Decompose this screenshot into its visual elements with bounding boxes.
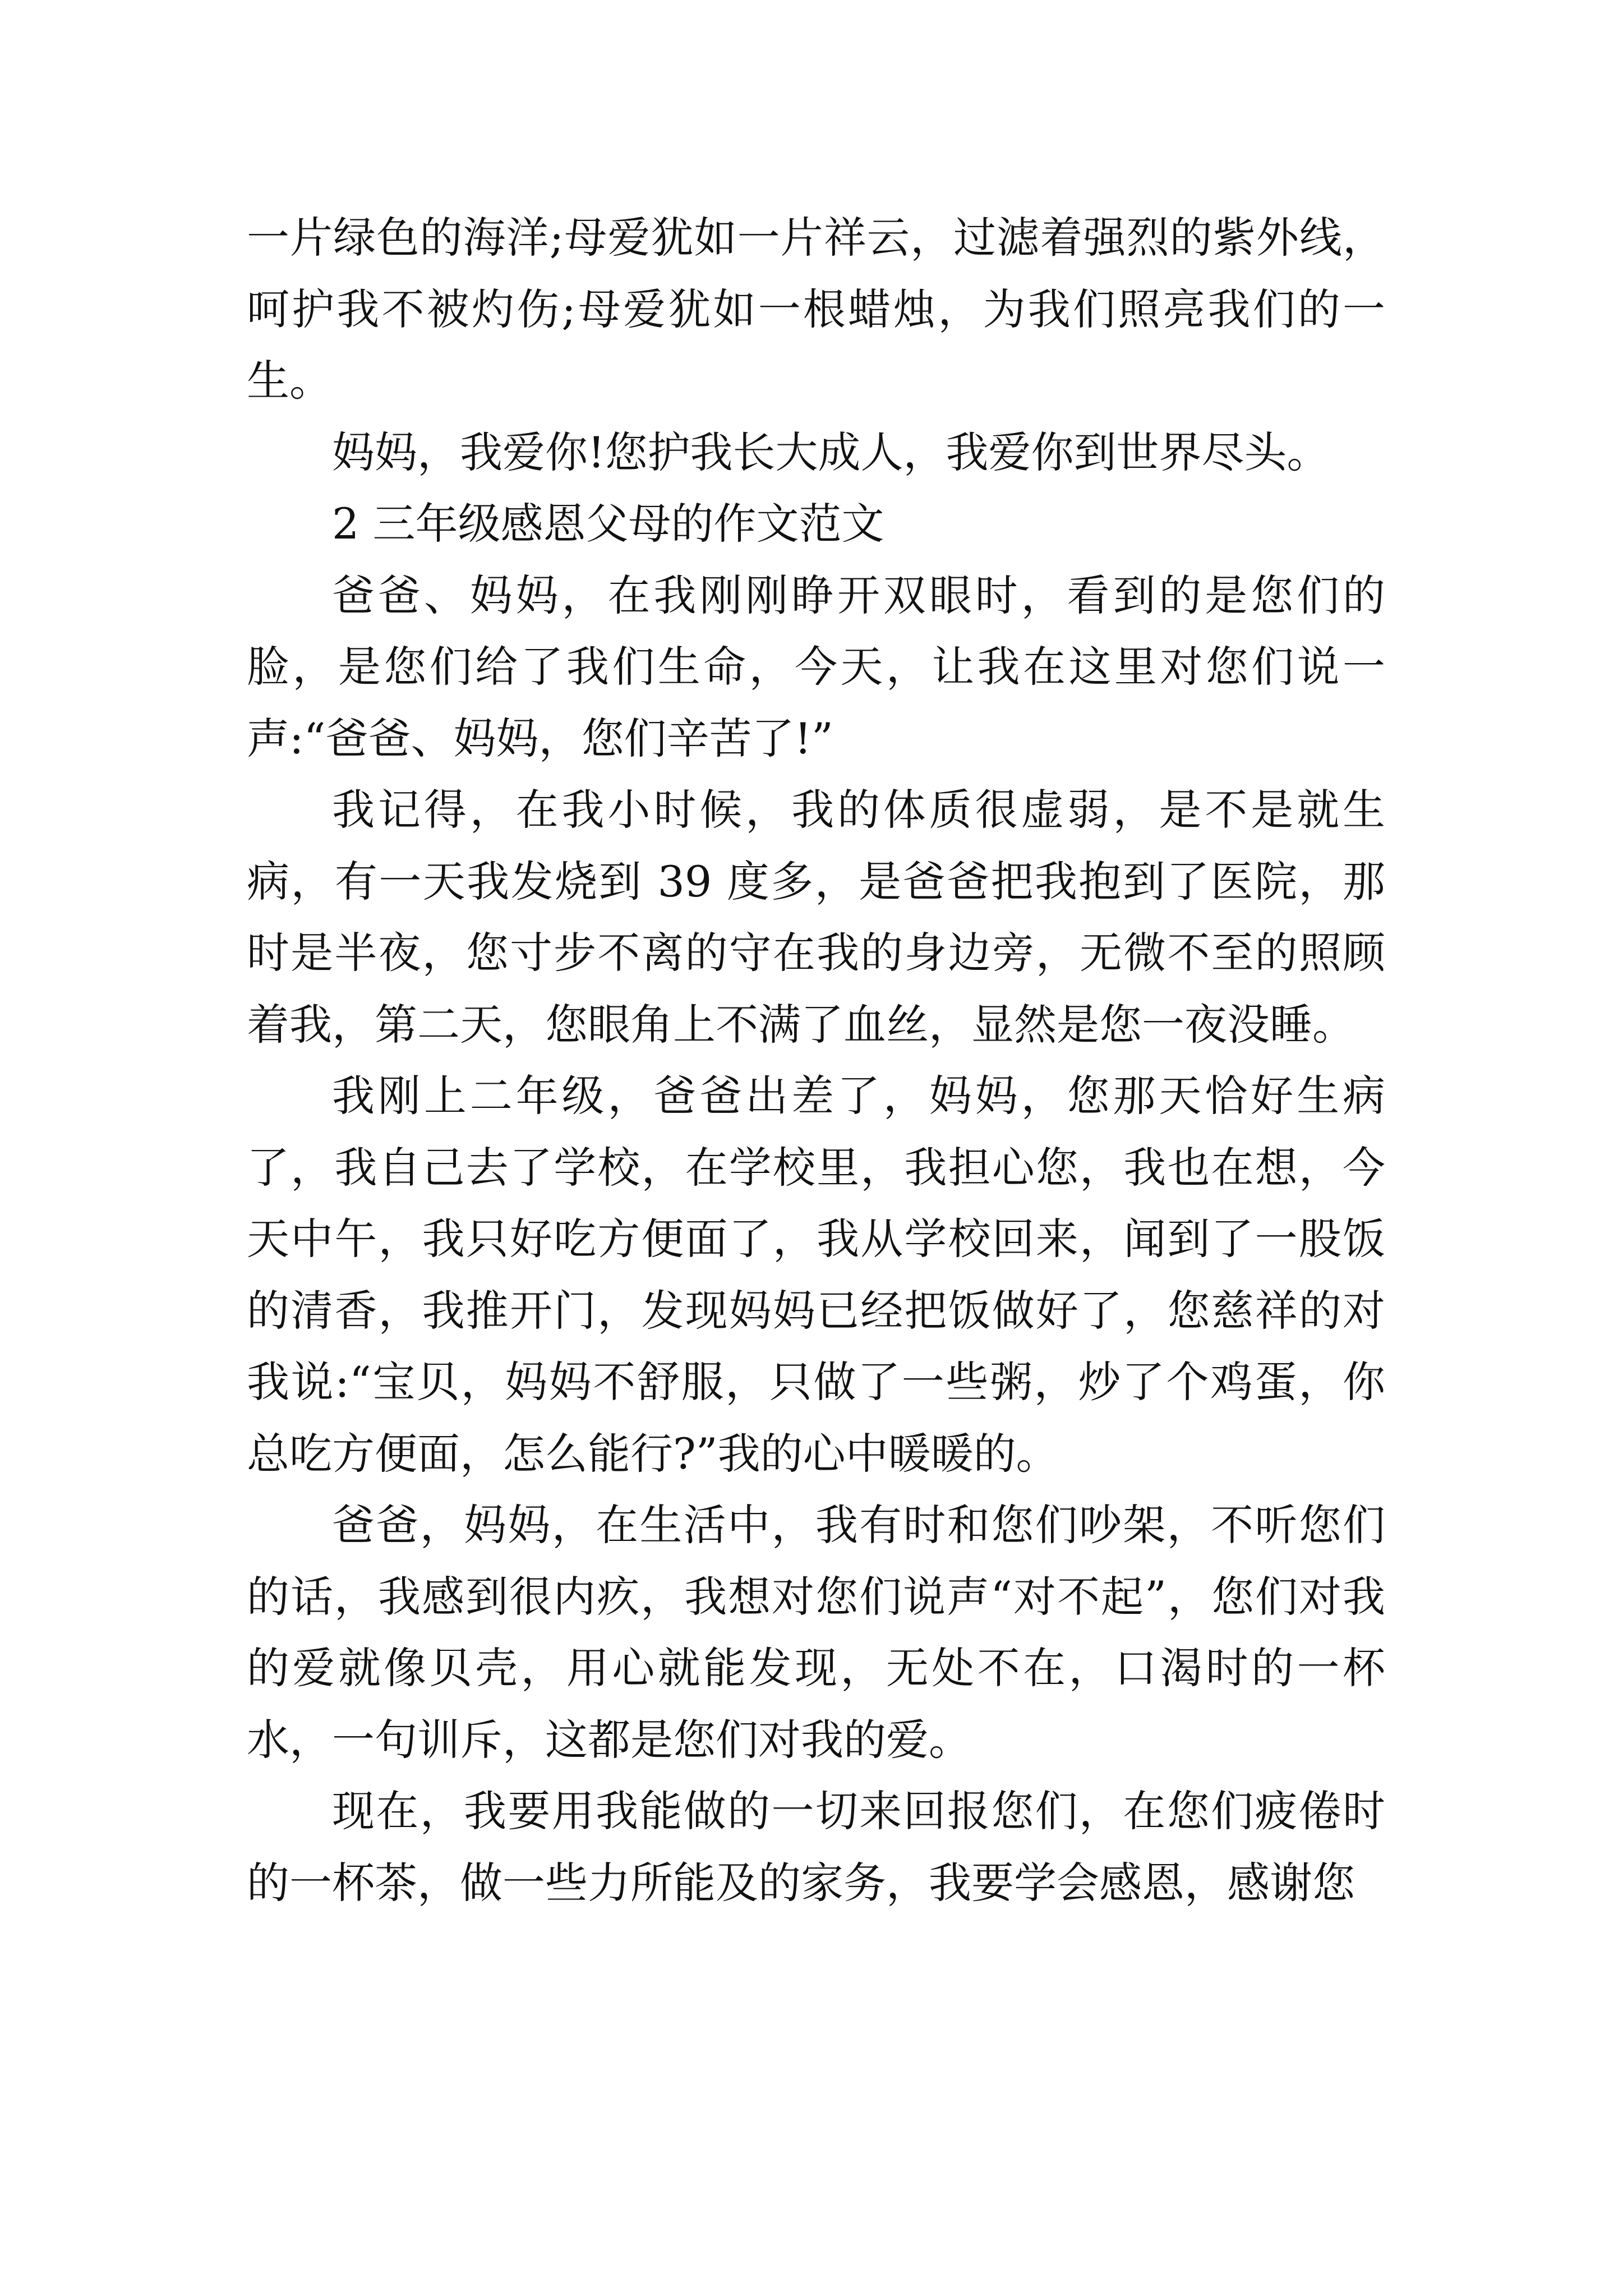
paragraph: 我记得，在我小时候，我的体质很虚弱，是不是就生病，有一天我发烧到 39 度多，是爸爸把我抱到了医院，那时是半夜，您寸步不离的守在我的身边旁，无微不至的照顾着我，第二天，您眼角上不满了血丝，显然是您一夜没睡。	[247, 785, 1385, 1050]
document-page	[247, 202, 1385, 1918]
paragraph: 爸爸，妈妈，在生活中，我有时和您们吵架，不听您们的话，我感到很内疚，我想对您们说声“对不起”，您们对我的爱就像贝壳，用心就能发现，无处不在，口渴时的一杯水，一句训斥，这都是您们对我的爱。	[247, 1500, 1385, 1765]
paragraph: 我刚上二年级，爸爸出差了，妈妈，您那天恰好生病了，我自己去了学校，在学校里，我担心您，我也在想，今天中午，我只好吃方便面了，我从学校回来，闻到了一股饭的清香，我推开门，发现妈妈已经把饭做好了，您慈祥的对我说:“宝贝，妈妈不舒服，只做了一些粥，炒了个鸡蛋，你总吃方便面，怎么能行?”我的心中暖暖的。	[247, 1071, 1385, 1479]
section-heading: 2 三年级感恩父母的作文范文	[332, 499, 884, 549]
paragraph-continued: 一片绿色的海洋;母爱犹如一片祥云，过滤着强烈的紫外线，呵护我不被灼伤;母爱犹如一根蜡烛，为我们照亮我们的一生。	[247, 213, 1385, 406]
paragraph: 现在，我要用我能做的一切来回报您们，在您们疲倦时的一杯茶，做一些力所能及的家务，我要学会感恩，感谢您	[247, 1786, 1385, 1908]
paragraph: 爸爸、妈妈，在我刚刚睁开双眼时，看到的是您们的脸，是您们给了我们生命，今天，让我在这里对您们说一声:“爸爸、妈妈，您们辛苦了!”	[247, 570, 1385, 763]
paragraph: 妈妈，我爱你!您护我长大成人，我爱你到世界尽头。	[332, 427, 1330, 477]
